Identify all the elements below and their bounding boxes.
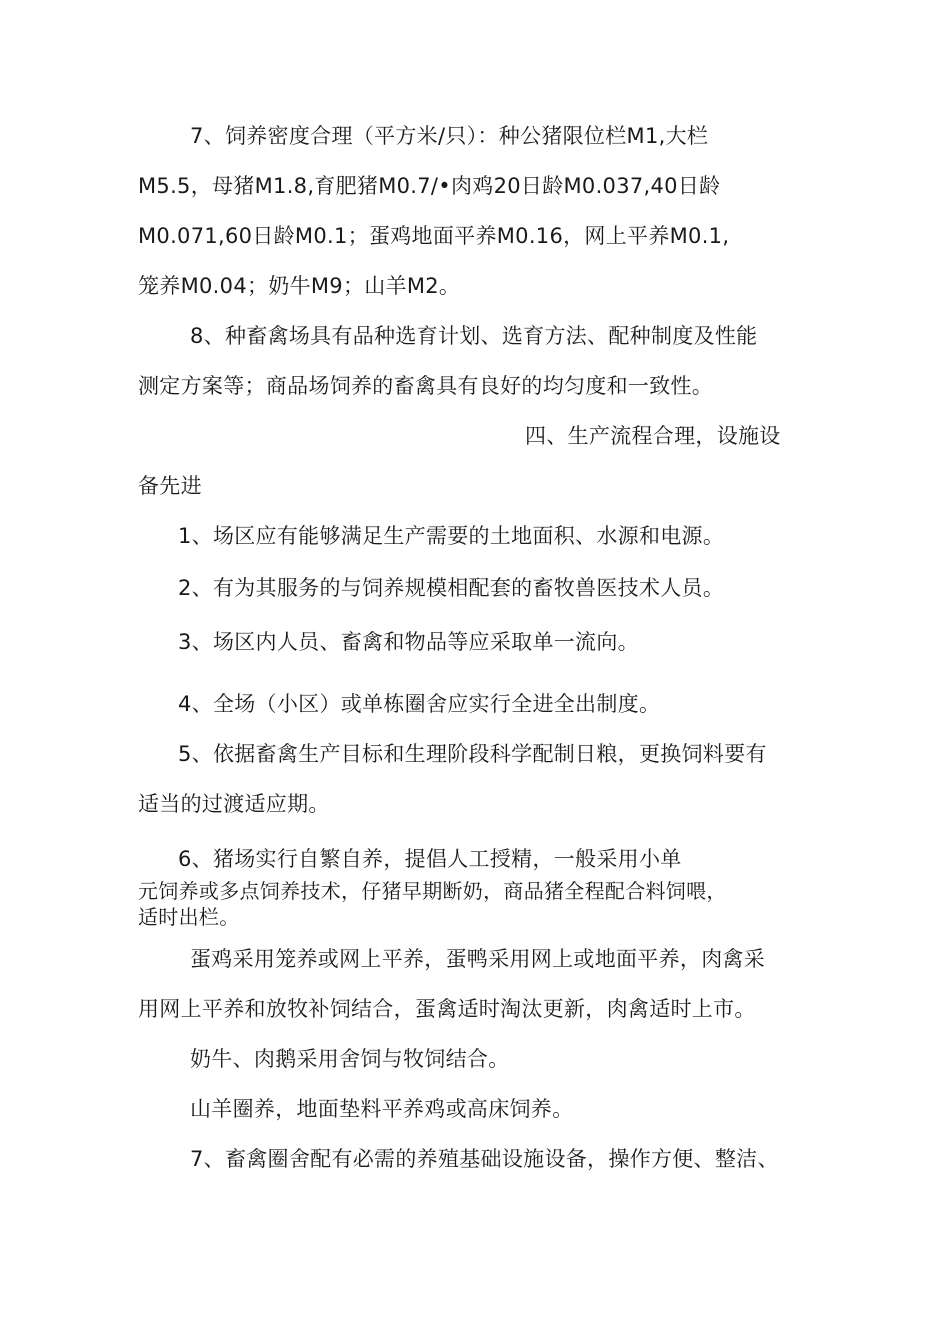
goat-paragraph: 山羊圈养，地面垫料平养鸡或高床饲养。	[190, 1097, 574, 1121]
paragraph-8-line-2: 测定方案等；商品场饲养的畜禽具有良好的均匀度和一致性。	[138, 374, 714, 398]
item-6-line-1: 6、猪场实行自繁自养，提倡人工授精，一般采用小单	[178, 847, 682, 871]
poultry-paragraph-line-1: 蛋鸡采用笼养或网上平养，蛋鸭采用网上或地面平养，肉禽采	[190, 947, 766, 971]
item-3: 3、场区内人员、畜禽和物品等应采取单一流向。	[178, 630, 639, 654]
paragraph-7-line-4: 笼养M0.04；奶牛M9；山羊M2。	[138, 274, 461, 298]
item-5-line-1: 5、依据畜禽生产目标和生理阶段科学配制日粮，更换饲料要有	[178, 742, 767, 766]
cattle-goose-paragraph: 奶牛、肉鹅采用舍饲与牧饲结合。	[190, 1047, 510, 1071]
paragraph-7-line-2: M5.5，母猪M1.8,育肥猪M0.7/•肉鸡20日龄M0.037,40日龄	[138, 174, 721, 198]
poultry-paragraph-line-2: 用网上平养和放牧补饲结合，蛋禽适时淘汰更新，肉禽适时上市。	[138, 997, 756, 1021]
item-5-line-2: 适当的过渡适应期。	[138, 792, 330, 816]
item-4: 4、全场（小区）或单栋圈舍应实行全进全出制度。	[178, 692, 661, 716]
section-heading-line-1: 四、生产流程合理，设施设	[525, 424, 781, 448]
item-7-facilities: 7、畜禽圈舍配有必需的养殖基础设施设备，操作方便、整洁、	[190, 1147, 779, 1171]
paragraph-7-line-1: 7、饲养密度合理（平方米/只）：种公猪限位栏M1,大栏	[190, 124, 709, 148]
item-2: 2、有为其服务的与饲养规模相配套的畜牧兽医技术人员。	[178, 576, 725, 600]
paragraph-8-line-1: 8、种畜禽场具有品种选育计划、选育方法、配种制度及性能	[190, 324, 758, 348]
section-heading-line-2: 备先进	[138, 474, 202, 498]
paragraph-7-line-3: M0.071,60日龄M0.1；蛋鸡地面平养M0.16，网上平养M0.1,	[138, 224, 730, 248]
item-1: 1、场区应有能够满足生产需要的土地面积、水源和电源。	[178, 524, 725, 548]
item-6-line-3: 适时出栏。	[138, 905, 240, 929]
item-6-line-2: 元饲养或多点饲养技术，仔猪早期断奶，商品猪全程配合料饲喂，	[138, 879, 727, 903]
